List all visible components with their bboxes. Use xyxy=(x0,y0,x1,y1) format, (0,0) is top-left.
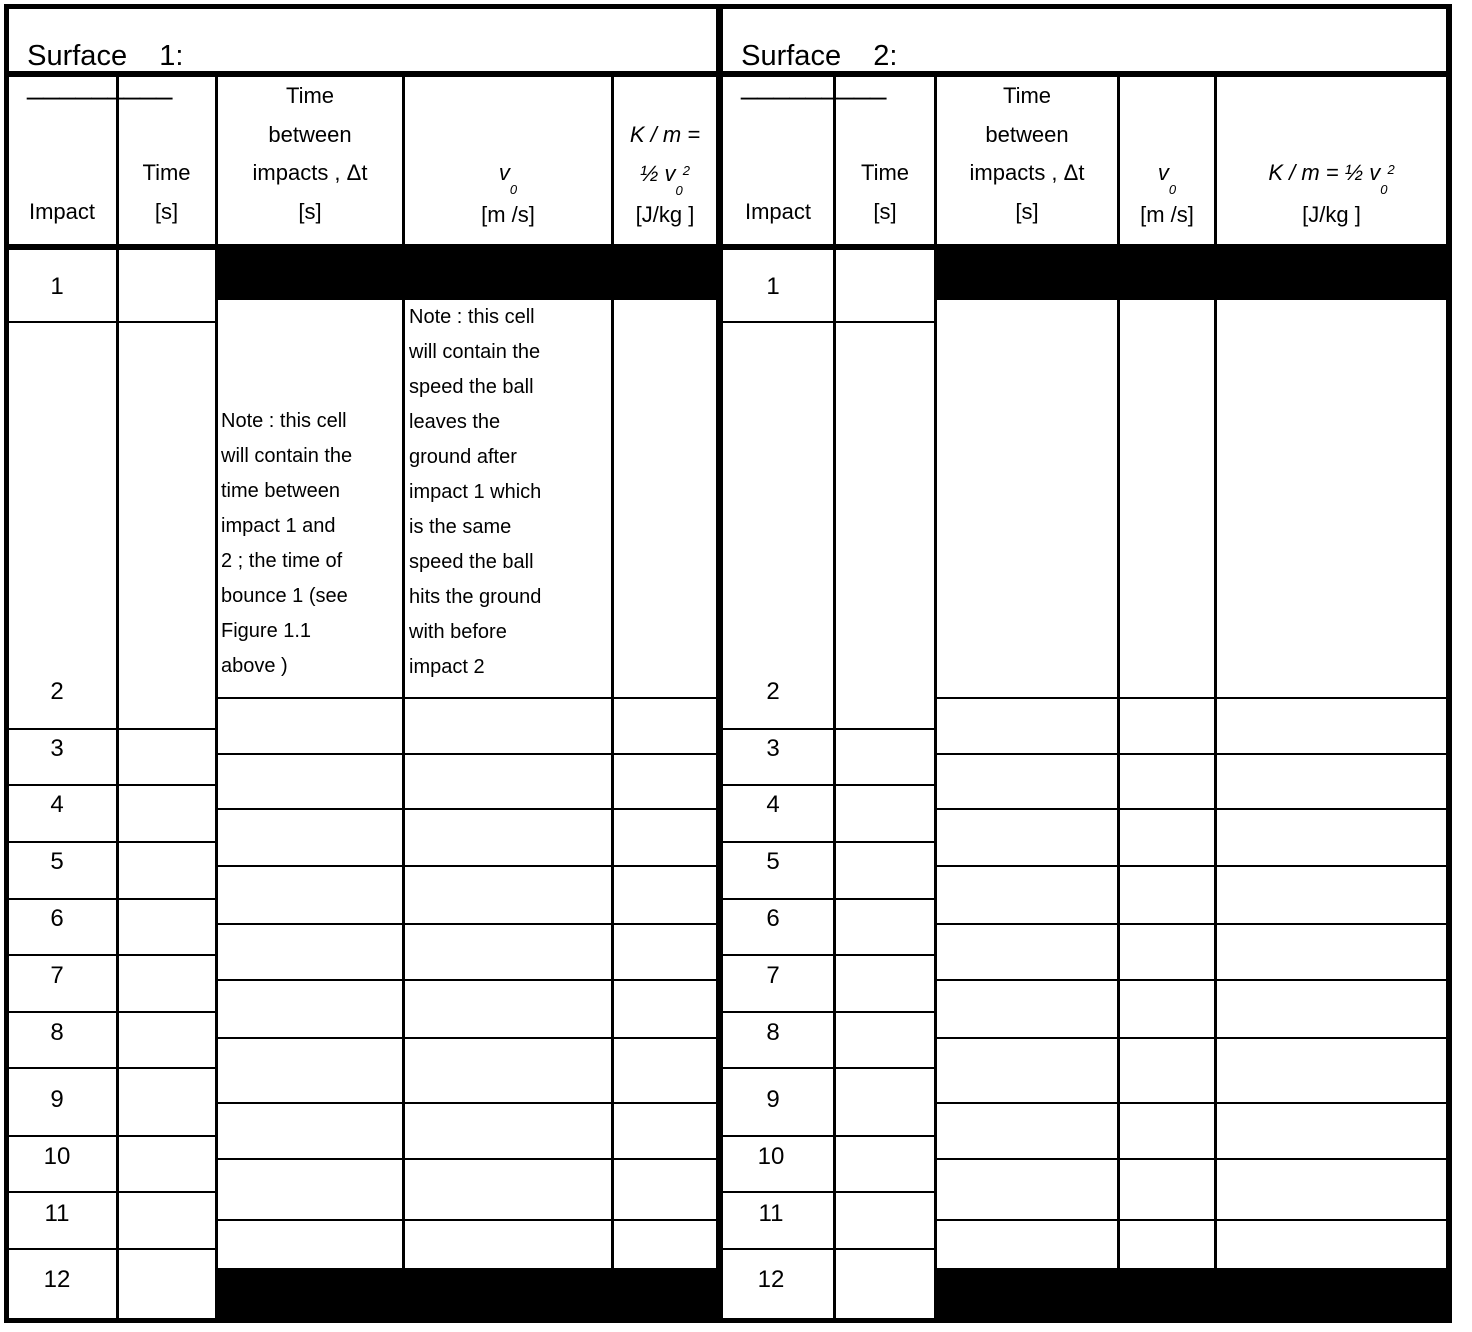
surface-2-name-blank[interactable]: _________ xyxy=(741,69,887,101)
col-header-time: Time [s] xyxy=(860,160,910,224)
impact-number: 10 xyxy=(757,1143,785,1170)
impact-number: 2 xyxy=(50,678,64,705)
shaded-cell xyxy=(935,1268,1449,1320)
impact-number: 12 xyxy=(43,1266,71,1293)
impact-number: 4 xyxy=(766,791,780,818)
col-header-impact: Impact xyxy=(744,199,812,224)
impact-number: 6 xyxy=(766,905,780,932)
impact-number: 9 xyxy=(50,1086,64,1113)
col-header-kinetic-energy: K / m = ½ $v_0^2$ [J/kg ] xyxy=(1268,160,1395,227)
impact-number: 1 xyxy=(50,273,64,300)
col-header-kinetic-energy: K / m = ½ $v_0^2$ [J/kg ] xyxy=(629,122,701,227)
col-header-time: Time [s] xyxy=(142,160,191,224)
impact-number: 11 xyxy=(758,1200,784,1227)
impact-number: 7 xyxy=(50,962,64,989)
impact-number: 8 xyxy=(766,1019,780,1046)
impact-number: 1 xyxy=(766,273,780,300)
impact-number: 7 xyxy=(766,962,780,989)
surface-1-name-blank[interactable]: _________ xyxy=(27,69,173,101)
col-header-time-between: Time between impacts , Δt [s] xyxy=(252,83,368,224)
col-header-v0: $v_0$ [m /s] xyxy=(1140,160,1194,227)
impact-number: 11 xyxy=(44,1200,70,1227)
impact-number: 2 xyxy=(766,678,780,705)
impact-number: 5 xyxy=(50,848,64,875)
impact-number: 10 xyxy=(43,1143,71,1170)
surface-2-title: Surface 2: _________ xyxy=(741,40,898,101)
surface-1-title: Surface 1: _________ xyxy=(27,40,184,101)
impact-number: 6 xyxy=(50,905,64,932)
impact-number: 4 xyxy=(50,791,64,818)
impact-number: 12 xyxy=(757,1266,785,1293)
impact-number: 3 xyxy=(50,735,64,762)
col-header-v0: $v_0$ [m /s] xyxy=(481,160,535,227)
impact-number: 3 xyxy=(766,735,780,762)
shaded-cell xyxy=(216,1268,718,1320)
note-time-between: Note : this cell will contain the time between impact 1 and 2 ; the time of bounce 1 (see Figure 1.1 above ) xyxy=(221,410,353,677)
impact-number: 9 xyxy=(766,1086,780,1113)
shaded-cell xyxy=(935,248,1449,300)
shaded-cell xyxy=(216,248,718,300)
impact-number: 8 xyxy=(50,1019,64,1046)
col-header-time-between: Time between impacts , Δt [s] xyxy=(969,83,1085,224)
col-header-impact: Impact xyxy=(28,199,96,224)
impact-number: 5 xyxy=(766,848,780,875)
note-v0: Note : this cell will contain the speed the ball leaves the ground after impact 1 which is the same speed the ball hits the ground with before impact 2 xyxy=(409,306,542,678)
